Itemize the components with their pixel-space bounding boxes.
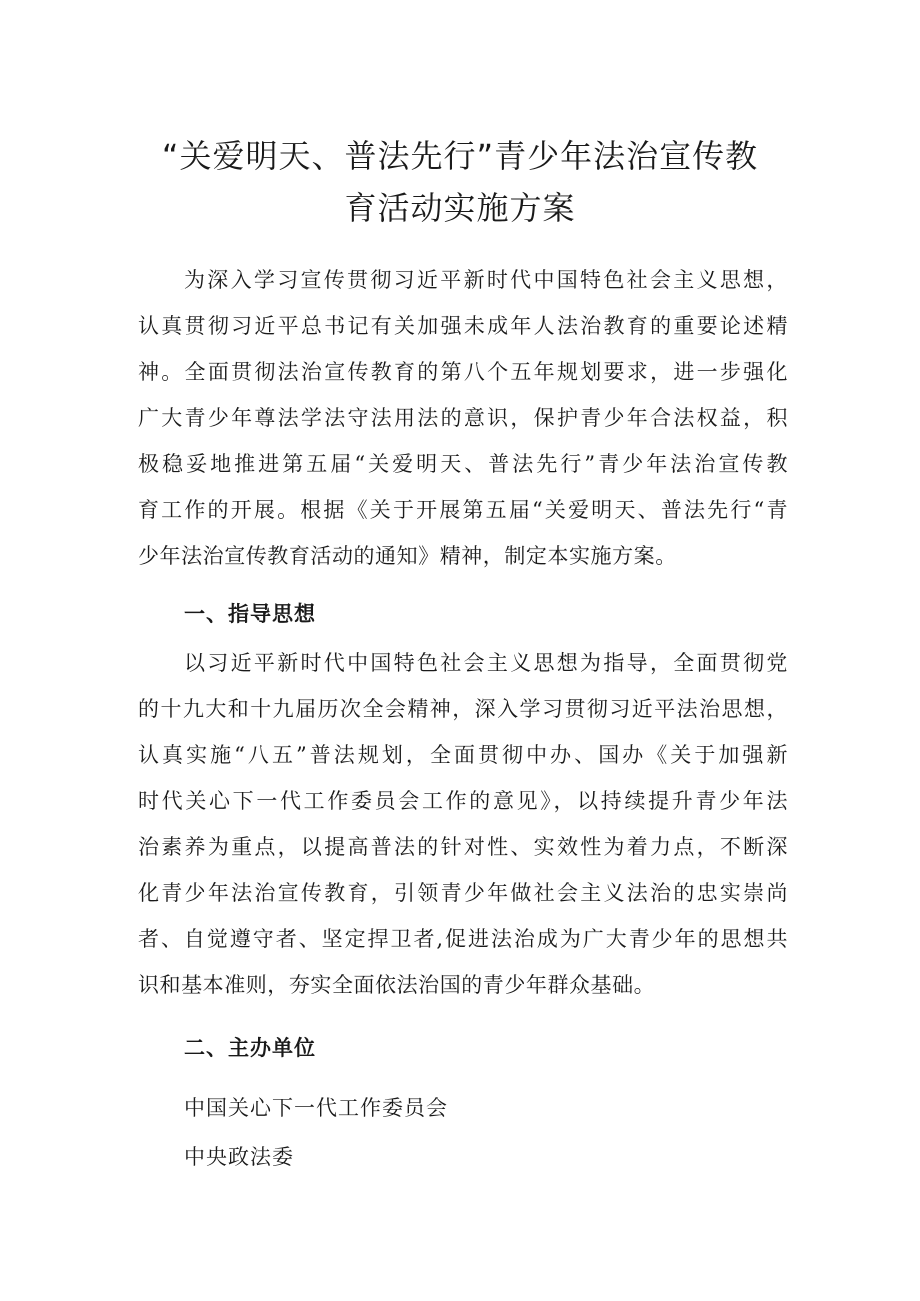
- document-title-line-2: 育活动实施方案: [344, 189, 576, 227]
- organizer-item: 中国关心下一代工作委员会: [184, 1096, 448, 1120]
- intro-line: 认真贯彻习近平总书记有关加强未成年人法治教育的重要论述精: [138, 314, 788, 338]
- section1-line: 的十九大和十九届历次全会精神，深入学习贯彻习近平法治思想，: [138, 697, 788, 721]
- intro-line: 神。全面贯彻法治宣传教育的第八个五年规划要求，进一步强化: [138, 360, 788, 384]
- intro-line: 少年法治宣传教育活动的通知》精神，制定本实施方案。: [138, 544, 677, 568]
- section-heading-guiding-ideology: 一、指导思想: [184, 602, 316, 626]
- section1-line: 治素养为重点，以提高普法的针对性、实效性为着力点，不断深: [138, 835, 788, 859]
- section1-line: 化青少年法治宣传教育，引领青少年做社会主义法治的忠实崇尚: [138, 881, 788, 905]
- section-heading-organizers: 二、主办单位: [184, 1036, 316, 1060]
- document-title-line-1: “关爱明天、普法先行”青少年法治宣传教: [161, 137, 759, 175]
- section1-line: 识和基本准则，夯实全面依法治国的青少年群众基础。: [138, 973, 656, 997]
- intro-line: 广大青少年尊法学法守法用法的意识，保护青少年合法权益，积: [138, 406, 788, 430]
- intro-line: 极稳妥地推进第五届“关爱明天、普法先行”青少年法治宣传教: [138, 452, 788, 476]
- section1-line: 时代关心下一代工作委员会工作的意见》，以持续提升青少年法: [138, 789, 788, 813]
- section1-line: 以习近平新时代中国特色社会主义思想为指导，全面贯彻党: [184, 651, 788, 675]
- organizer-item: 中央政法委: [184, 1145, 294, 1169]
- section1-line: 认真实施“八五”普法规划，全面贯彻中办、国办《关于加强新: [138, 743, 788, 767]
- intro-line: 育工作的开展。根据《关于开展第五届“关爱明天、普法先行“青: [138, 498, 788, 522]
- intro-line: 为深入学习宣传贯彻习近平新时代中国特色社会主义思想，: [184, 268, 788, 292]
- guiding-ideology-paragraph: [138, 640, 788, 1008]
- intro-paragraph: [138, 257, 788, 579]
- section1-line: 者、自觉遵守者、坚定捍卫者,促进法治成为广大青少年的思想共: [138, 927, 788, 951]
